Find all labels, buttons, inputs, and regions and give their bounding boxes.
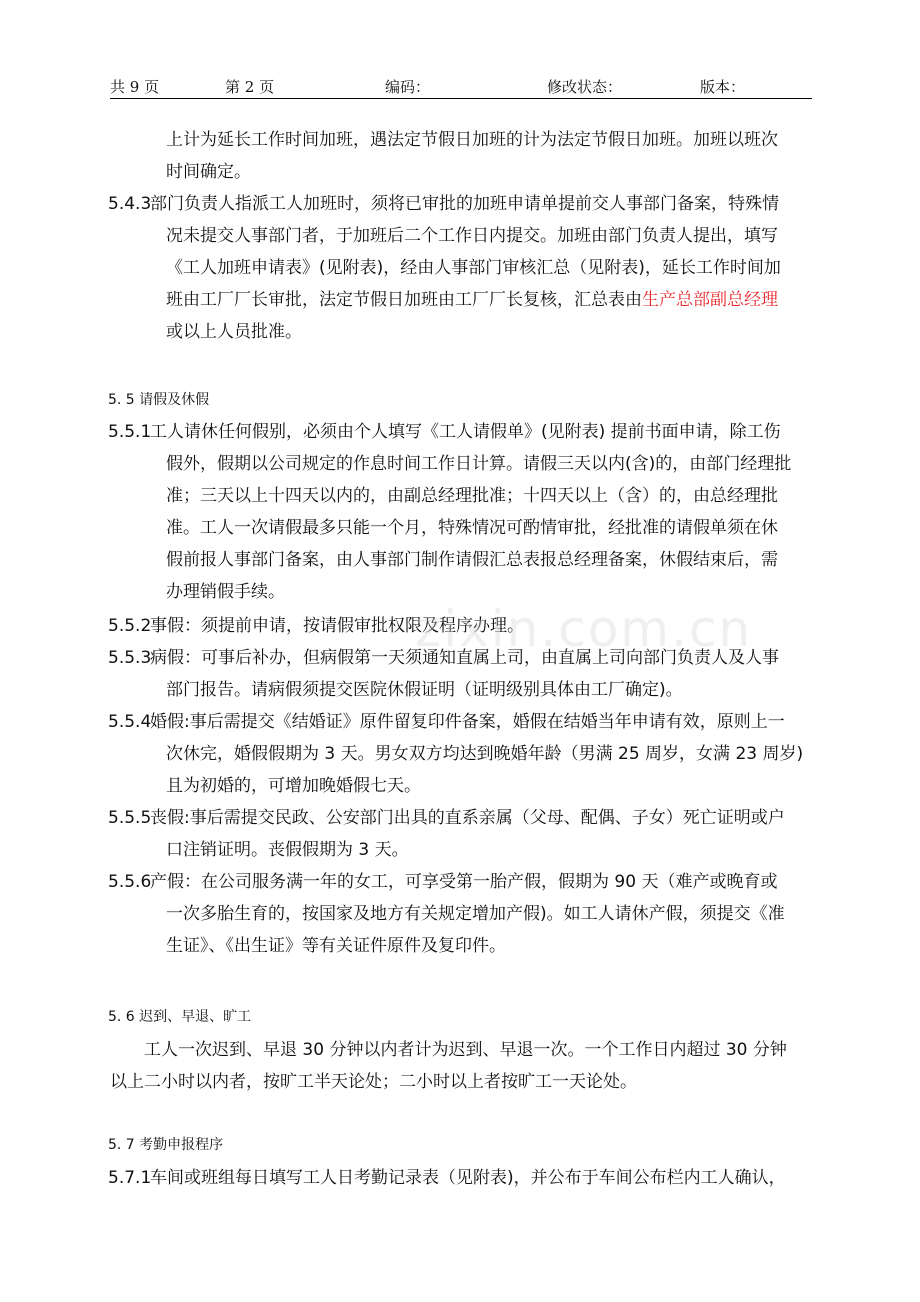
- text-line: 且为初婚的，可增加晚婚假七天。: [166, 776, 421, 796]
- text-line: 车间或班组每日填写工人日考勤记录表（见附表)，并公布于车间公布栏内工人确认，: [150, 1168, 786, 1188]
- page-header: [110, 76, 812, 99]
- page-number: 第 2 页: [225, 78, 275, 96]
- text-line: 事假：须提前申请，按请假审批权限及程序办理。: [150, 616, 524, 636]
- clause-number: 5.4.3: [108, 194, 152, 214]
- clause-number: 5.5.4: [108, 712, 152, 732]
- text-segment: 班由工厂厂长审批，法定节假日加班由工厂厂长复核，汇总表由: [166, 290, 642, 310]
- revision-label: 修改状态：: [547, 78, 623, 96]
- text-line: 准；三天以上十四天以内的，由副总经理批准；十四天以上（含）的，由总经理批: [166, 486, 778, 506]
- total-pages: 共 9 页: [110, 78, 160, 96]
- text-line: [166, 284, 778, 316]
- text-line: 或以上人员批准。: [166, 322, 302, 342]
- text-line: 一次多胎生育的，按国家及地方有关规定增加产假)。如工人请休产假，须提交《准: [166, 904, 785, 924]
- highlighted-text: 生产总部副总经理: [642, 290, 778, 310]
- section-heading-5-7: 5. 7 考勤申报程序: [108, 1137, 224, 1153]
- text-line: 工人请休任何假别，必须由个人填写《工人请假单》(见附表) 提前书面申请，除工伤: [150, 422, 781, 442]
- text-line: 生证》、《出生证》等有关证件原件及复印件。: [166, 936, 506, 956]
- watermark: zixin.com.cn: [415, 600, 753, 658]
- clause-number: 5.5.1: [108, 422, 152, 442]
- text-line: 准。工人一次请假最多只能一个月，特殊情况可酌情审批，经批准的请假单须在休: [166, 518, 778, 538]
- clause-number: 5.5.3: [108, 648, 152, 668]
- version-label: 版本：: [700, 78, 746, 96]
- code-label: 编码：: [385, 78, 431, 96]
- paragraph-5-6-line1: 工人一次迟到、早退 30 分钟以内者计为迟到、早退一次。一个工作日内超过 30 分钟: [144, 1040, 787, 1060]
- section-heading-5-5: 5. 5 请假及休假: [108, 392, 210, 408]
- clause-number: 5.7.1: [108, 1168, 152, 1188]
- text-line: 次休完，婚假假期为 3 天。男女双方均达到晚婚年龄（男满 25 周岁，女满 23 周岁): [166, 744, 804, 764]
- text-line: 上计为延长工作时间加班，遇法定节假日加班的计为法定节假日加班。加班以班次: [166, 130, 778, 150]
- section-heading-5-6: 5. 6 迟到、早退、旷工: [108, 1009, 252, 1025]
- clause-number: 5.5.6: [108, 872, 152, 892]
- text-line: 口注销证明。丧假假期为 3 天。: [166, 840, 409, 860]
- text-line: 丧假:事后需提交民政、公安部门出具的直系亲属（父母、配偶、子女）死亡证明或户: [150, 808, 785, 828]
- text-line: 况未提交人事部门者，于加班后二个工作日内提交。加班由部门负责人提出，填写: [166, 226, 778, 246]
- text-line: 假前报人事部门备案，由人事部门制作请假汇总表报总经理备案，休假结束后，需: [166, 550, 778, 570]
- text-line: 部门负责人指派工人加班时，须将已审批的加班申请单提前交人事部门备案，特殊情: [150, 194, 779, 214]
- text-line: 假外，假期以公司规定的作息时间工作日计算。请假三天以内(含)的，由部门经理批: [166, 454, 792, 474]
- text-line: 产假：在公司服务满一年的女工，可享受第一胎产假，假期为 90 天（难产或晚育或: [150, 872, 778, 892]
- text-line: 办理销假手续。: [166, 582, 285, 602]
- text-line: 时间确定。: [166, 162, 251, 182]
- clause-number: 5.5.2: [108, 616, 152, 636]
- paragraph-5-6-line2: 以上二小时以内者，按旷工半天论处；二小时以上者按旷工一天论处。: [110, 1072, 637, 1092]
- text-line: 部门报告。请病假须提交医院休假证明（证明级别具体由工厂确定)。: [166, 680, 683, 700]
- text-line: 《工人加班申请表》(见附表)，经由人事部门审核汇总（见附表)，延长工作时间加: [166, 258, 781, 278]
- clause-number: 5.5.5: [108, 808, 152, 828]
- text-line: 病假：可事后补办，但病假第一天须通知直属上司，由直属上司向部门负责人及人事: [150, 648, 779, 668]
- text-line: 婚假:事后需提交《结婚证》原件留复印件备案，婚假在结婚当年申请有效，原则上一: [150, 712, 785, 732]
